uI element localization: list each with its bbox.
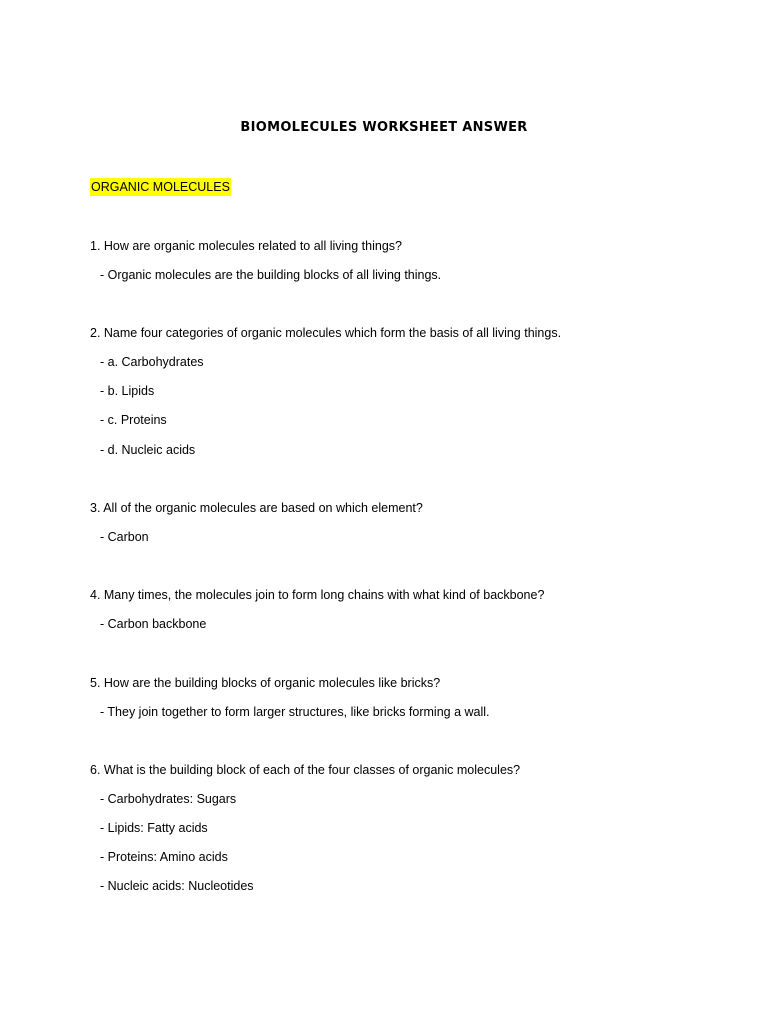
document-title: BIOMOLECULES WORKSHEET ANSWER (240, 120, 528, 135)
answer-6d: - Nucleic acids: Nucleotides (100, 879, 254, 893)
answer-2b: - b. Lipids (100, 384, 155, 398)
question-5: 5. How are the building blocks of organic molecules like bricks? (90, 676, 441, 690)
answer-6a: - Carbohydrates: Sugars (100, 792, 237, 806)
question-3: 3. All of the organic molecules are based on which element? (90, 501, 423, 515)
answer-2c: - c. Proteins (100, 413, 167, 427)
answer-2d: - d. Nucleic acids (100, 443, 196, 457)
answer-4: - Carbon backbone (100, 617, 207, 631)
answer-3: - Carbon (100, 530, 149, 544)
answer-2a: - a. Carbohydrates (100, 355, 204, 369)
answer-6b: - Lipids: Fatty acids (100, 821, 208, 835)
answer-6c: - Proteins: Amino acids (100, 850, 228, 864)
question-6: 6. What is the building block of each of the four classes of organic molecules? (90, 763, 521, 777)
answer-1: - Organic molecules are the building blocks of all living things. (100, 268, 442, 282)
question-4: 4. Many times, the molecules join to form long chains with what kind of backbone? (90, 588, 545, 602)
section-heading-highlighted: ORGANIC MOLECULES (91, 180, 230, 194)
answer-5: - They join together to form larger structures, like bricks forming a wall. (100, 705, 490, 719)
question-2: 2. Name four categories of organic molecules which form the basis of all living things. (90, 326, 562, 340)
question-1: 1. How are organic molecules related to all living things? (90, 239, 402, 253)
